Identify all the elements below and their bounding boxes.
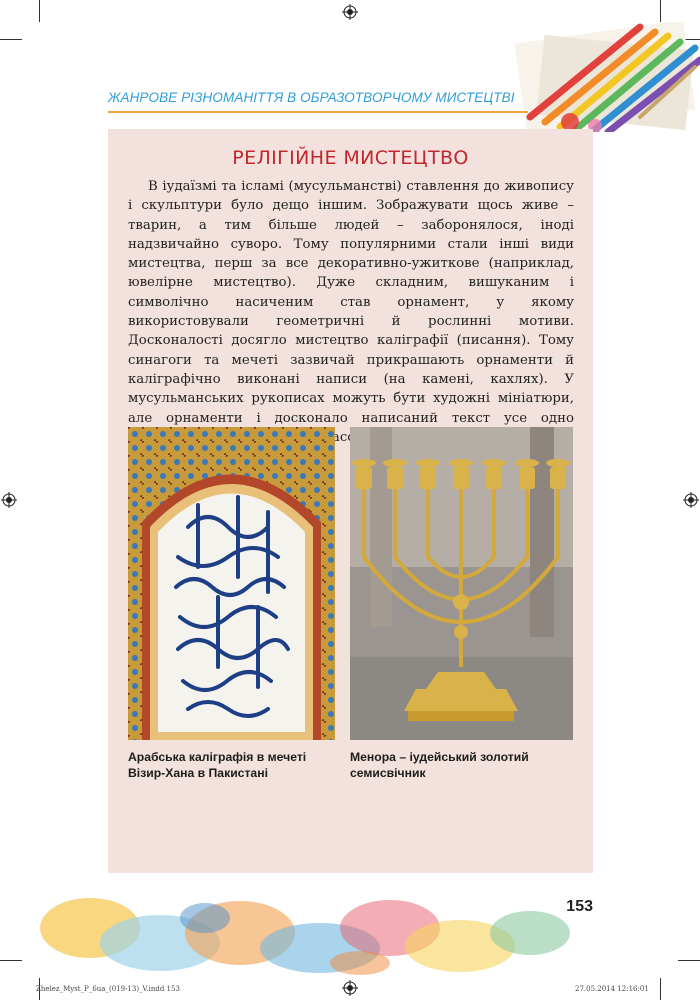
- registration-mark-icon: [1, 492, 17, 508]
- caption-line: Менора – іудейський золотий: [350, 750, 529, 764]
- figure-caption-calligraphy: [128, 749, 335, 781]
- caption-line: Арабська каліграфія в мечеті: [128, 750, 307, 764]
- crop-mark: [678, 960, 700, 961]
- registration-mark-icon: [342, 980, 358, 996]
- pencils-decoration-icon: [500, 22, 700, 132]
- menorah-photo: [350, 427, 573, 740]
- registration-mark-icon: [342, 4, 358, 20]
- crop-mark: [0, 39, 22, 40]
- caption-line: семисвічник: [350, 766, 426, 780]
- crop-mark: [39, 0, 40, 22]
- paint-splash-decoration-icon: [30, 888, 570, 978]
- caption-line: Візир-Хана в Пакистані: [128, 766, 268, 780]
- crop-mark: [0, 960, 22, 961]
- print-slug-date: 27.05.2014 12:16:01: [575, 985, 649, 993]
- registration-mark-icon: [683, 492, 699, 508]
- page-number: 153: [566, 898, 593, 915]
- chapter-header: ЖАНРОВЕ РІЗНОМАНІТТЯ В ОБРАЗОТВОРЧОМУ МИСТЕЦТВІ: [108, 90, 515, 105]
- print-slug-file: Zhelez_Myst_P_6ua_(019-13)_V.indd 153: [36, 985, 180, 993]
- figure-caption-menorah: [350, 749, 573, 781]
- body-paragraph: В іудаїзмі та ісламі (мусульманстві) ставлення до живопису і скульптури було дещо іншим. Зображувати щось живе – тварин, а тим більше людей – заборонялося, іноді надзвичайно суворо. Тому популярними стали інші види мистецтва, перш за все декоративно-ужиткове (наприклад, ювелірне мистецтво). Дуже складним, вишуканим і символічно насиченим став орнамент, у якому використовували геометричні й рослинні мотиви. Досконалості досягло мистецтво каліграфії (писання). Тому синагоги та мечеті зазвичай прикрашають орнаменти й каліграфічно виконані написи (на камені, кахлях). У мусульманських рукописах можуть бути художні мініатюри, але орнаменти і досконало написаний текст усе одно: [128, 179, 574, 426]
- crop-mark: [660, 978, 661, 1000]
- arabic-calligraphy-photo: [128, 427, 335, 740]
- section-title: РЕЛІГІЙНЕ МИСТЕЦТВО: [232, 147, 469, 169]
- crop-mark: [660, 0, 661, 22]
- header-divider: [108, 111, 528, 113]
